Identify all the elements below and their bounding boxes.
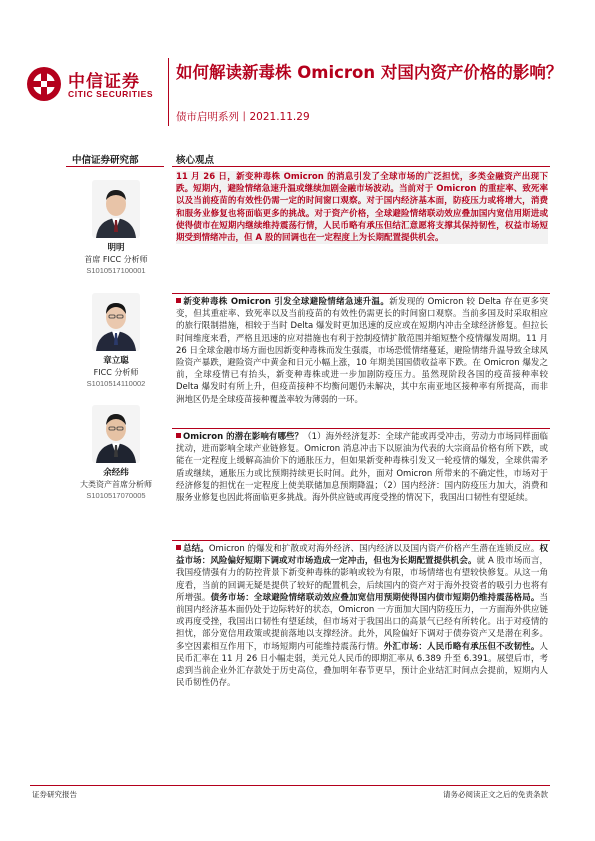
core-views-heading: 核心观点	[176, 155, 215, 166]
analyst-card	[60, 180, 172, 276]
analyst-license-id: S1010517070005	[86, 491, 146, 500]
fx-lead: 外汇市场：人民币略有承压但不改韧性。	[383, 641, 540, 652]
header-divider	[168, 58, 169, 126]
analyst-name: 章立聪	[103, 356, 129, 366]
analyst-license-id: S1010517100001	[86, 266, 146, 275]
footer-rule	[30, 785, 550, 786]
bond-text: 当前国内经济基本面仍处于边际转好的状态，Omicron 一方面加大国内防疫压力，一方面海外供应链或再度受挫，我国出口韧性有望延续，但市场对于我国出口的高景气已经有所转化。出于对疫情的担忧，部分宽信用政策或提前落地以支撑经济。此外，风险偏好下调对于债券资产又是潜在利多。多空因素相互作用下，市场短期内可能维持震荡行情。	[176, 592, 548, 652]
footer-report-type: 证券研究报告	[32, 790, 77, 799]
section-divider	[172, 293, 550, 294]
section-lead: 新变种毒株 Omicron 引发全球避险情绪急速升温。	[183, 297, 390, 307]
analyst-photo	[92, 293, 140, 351]
bullet-square-icon	[176, 545, 181, 550]
section-text: 新发现的 Omicron 较 Delta 存在更多突变，但其重症率、致死率以及当前疫苗的有效性仍需更长的时间窗口观察。当前多国及时采取相应的旅行限制措施，相较于当时 Delta 爆发时更加迅速的反应或在短期内冲击全球经济修复。但拉长时间维度来看，严格且迅速的应对措施也有利于控制疫情扩散范围并缩短整个疫情爆发周期。11 月 26 日全球金融市场方面也因新变种毒株而发生强震，市场恐慌情绪蔓延，避险情绪升温导致全球风险资产暴跌，避险资产中黄金和日元小幅上涨，10 年期美国国债收益率下跌。在 Omicron 爆发之前，全球疫情已有抬头，新变种毒株或进一步加剧防疫压力。虽然现阶段各国的疫苗接种率较 Delta 爆发时有所上升，但疫苗接种不均衡问题仍未解决，其中东南亚地区接种率有所提高，而非洲地区仍是全球疫苗接种覆盖率较为薄弱的一环。	[176, 297, 548, 405]
bullet-square-icon	[176, 298, 181, 303]
citic-logo-icon	[26, 66, 62, 102]
analyst-photo	[92, 180, 140, 238]
left-heading-rule	[66, 166, 164, 167]
analyst-name: 余经纬	[103, 468, 129, 478]
footer-disclaimer: 请务必阅读正文之后的免责条款	[443, 790, 548, 799]
right-heading-rule	[172, 166, 550, 167]
section-summary	[176, 543, 548, 689]
analyst-title: 首席 FICC 分析师	[84, 255, 148, 264]
analyst-license-id: S1010514110002	[86, 379, 146, 388]
analyst-name: 明明	[107, 243, 125, 253]
analyst-title: FICC 分析师	[93, 368, 139, 377]
research-dept-heading: 中信证券研究部	[72, 155, 139, 166]
bond-lead: 债务市场：全球避险情绪联动效应叠加宽信用预期使得国内债市短期仍维持震荡格局。	[210, 592, 540, 603]
analyst-photo	[92, 405, 140, 463]
section-lead: Omicron 的潜在影响有哪些？	[183, 432, 304, 442]
bullet-square-icon	[176, 433, 181, 438]
section-divider	[172, 428, 550, 429]
report-title: 如何解读新毒株 Omicron 对国内资产价格的影响？	[176, 63, 563, 82]
section-text: （1）海外经济复苏：全球产能或再受冲击，劳动力市场同样面临扰动，进而影响全球产业链修复。Omicron 消息冲击下以原油为代表的大宗商品价格有所下跌，或能在一定程度上缓解高油价下的通胀压力，但如果新变种毒株引发又一轮疫情的爆发，全球供需矛盾或继续，通胀压力或比预期持续更长时间。此外，面对 Omicron 所带来的不确定性，市场对于经济修复的担忧在一定程度上使美联储加息预期降温；（2）国内经济：国内防疫压力加大，消费和服务业修复也因此将面临更多挑战。海外供应链或再度受挫的情况下，我国出口韧性有望延续。	[176, 432, 548, 504]
equity-lead: 权益市场：风险偏好短期下调或对市场造成一定冲击，但也为长期配置提供机会。	[176, 544, 548, 567]
section-divider	[172, 540, 550, 541]
equity-text: 就 A 股市场而言，我国疫情强有力的防控背景下新变种毒株的影响或较为有限，市场情绪也有望较快修复。从这一角度看，当前的回调无疑是提供了较好的配置机会，后续国内的资产对于海外投资者的吸引力也将有所增强。	[176, 556, 548, 603]
fx-text: 人民币汇率在 11 月 26 日小幅走弱，美元兑人民币的即期汇率从 6.389 升至 6.391。展望后市，考虑到当前企业外汇存款处于历史高位，叠加明年春节更早，预计企业结汇时间点会提前，短期内人民币韧性仍存。	[176, 641, 548, 689]
analyst-title: 大类资产首席分析师	[80, 480, 152, 489]
section-impact	[176, 431, 548, 504]
section-lead: 总结。	[183, 544, 209, 554]
analyst-card	[60, 293, 172, 389]
brand-name-en: CITIC SECURITIES	[68, 89, 154, 99]
brand-name-cn: 中信证券	[68, 72, 140, 92]
section-text: Omicron 的爆发和扩散或对海外经济、国内经济以及国内资产价格产生潜在连锁反应。	[208, 544, 540, 554]
key-points-paragraph: 11 月 26 日，新变种毒株 Omicron 的消息引发了全球市场的广泛担忧，多类金融资产出现下跌。短期内，避险情绪急速升温或继续加剧金融市场波动。当前对于 Omicron 的重症率、致死率以及当前疫苗的有效性仍需一定的时间窗口观察。对于国内经济基本面，防疫压力或将增大，消费和服务业修复也将面临更多的挑战。对于资产价格，全球避险情绪联动效应叠加国内宽信用斯进或使得债市在短期内继续维持震荡行情，人民币略有承压但结汇意愿将支撑其保持韧性，权益市场短期受到情绪冲击，但 A 股的回调也在一定程度上为长期配置提供机会。	[176, 172, 548, 244]
section-outbreak	[176, 296, 548, 406]
analyst-card	[60, 405, 172, 501]
report-series-date: 债市启明系列丨2021.11.29	[176, 111, 310, 123]
brand-logo	[26, 62, 166, 110]
